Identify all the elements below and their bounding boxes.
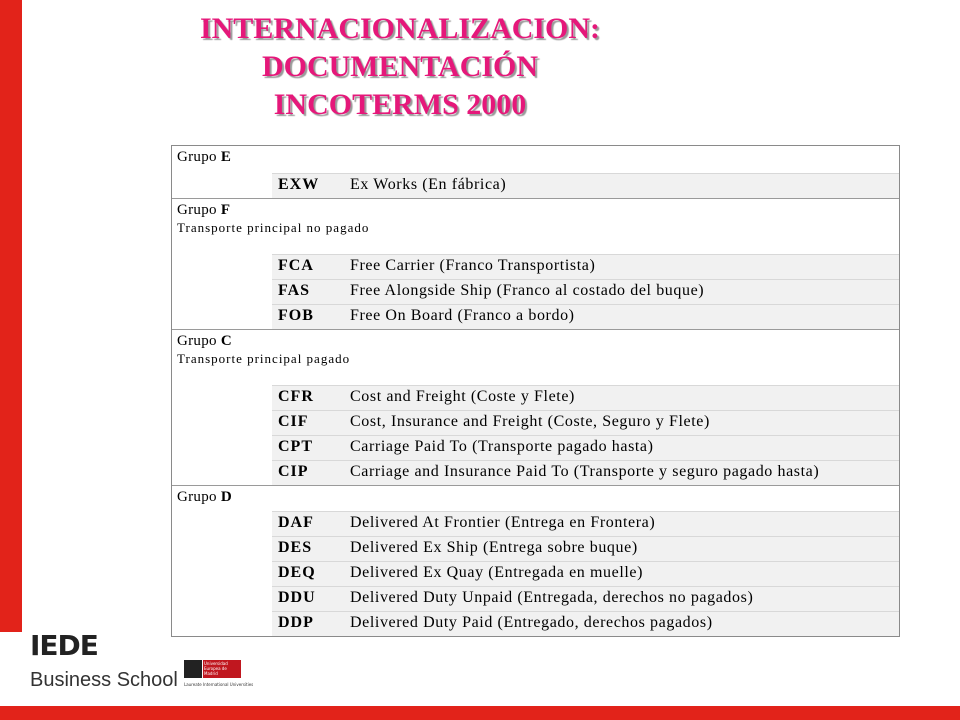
group-subtitle: Transporte principal pagado xyxy=(177,351,351,366)
term-code: DES xyxy=(278,539,313,556)
uem-caption: Laureate International Universities xyxy=(184,682,254,687)
slide-title xyxy=(120,10,680,124)
group-label: Grupo xyxy=(177,149,221,165)
group-e xyxy=(172,146,899,199)
group-title xyxy=(177,489,232,506)
term-description: Free On Board (Franco a bordo) xyxy=(350,307,575,324)
uem-logo xyxy=(184,660,254,690)
term-code: FCA xyxy=(278,257,314,274)
term-code: CIF xyxy=(278,413,309,430)
term-description: Free Carrier (Franco Transportista) xyxy=(350,257,596,274)
table-row xyxy=(272,561,899,586)
term-code: CFR xyxy=(278,388,314,405)
term-code: DAF xyxy=(278,514,314,531)
title-line-3: INCOTERMS 2000 xyxy=(273,88,527,121)
group-f xyxy=(172,199,899,330)
left-red-bar xyxy=(0,0,22,632)
term-description: Ex Works (En fábrica) xyxy=(350,176,507,193)
group-c xyxy=(172,330,899,486)
term-code: CIP xyxy=(278,463,309,480)
group-label: Grupo xyxy=(177,333,221,349)
term-description: Cost and Freight (Coste y Flete) xyxy=(350,388,575,405)
term-description: Carriage and Insurance Paid To (Transporte y seguro pagado hasta) xyxy=(350,463,820,480)
table-row xyxy=(272,254,899,279)
term-code: FAS xyxy=(278,282,311,299)
group-label: Grupo xyxy=(177,489,221,505)
title-line-1: INTERNACIONALIZACION: xyxy=(199,12,601,45)
term-description: Delivered Ex Quay (Entregada en muelle) xyxy=(350,564,644,581)
term-code: DEQ xyxy=(278,564,316,581)
group-letter: E xyxy=(220,149,232,165)
term-description: Free Alongside Ship (Franco al costado del buque) xyxy=(350,282,705,299)
group-title xyxy=(177,149,231,166)
term-description: Carriage Paid To (Transporte pagado hasta) xyxy=(350,438,654,455)
term-description: Delivered Duty Unpaid (Entregada, derechos no pagados) xyxy=(350,589,754,606)
group-letter: D xyxy=(220,489,233,505)
group-subtitle: Transporte principal no pagado xyxy=(177,220,370,235)
group-label: Grupo xyxy=(177,202,221,218)
term-description: Delivered Duty Paid (Entregado, derechos pagados) xyxy=(350,614,713,631)
table-row xyxy=(272,304,899,329)
group-d xyxy=(172,486,899,636)
table-row xyxy=(272,611,899,636)
term-description: Delivered Ex Ship (Entrega sobre buque) xyxy=(350,539,638,556)
term-description: Delivered At Frontier (Entrega en Frontera) xyxy=(350,514,656,531)
title-line-2: DOCUMENTACIÓN xyxy=(261,50,539,83)
group-title xyxy=(177,202,230,219)
table-row xyxy=(272,385,899,410)
table-row xyxy=(272,279,899,304)
term-code: DDP xyxy=(278,614,314,631)
group-letter: F xyxy=(220,202,231,218)
uem-mark-icon xyxy=(184,660,202,678)
group-letter: C xyxy=(220,333,233,349)
table-row xyxy=(272,410,899,435)
table-row xyxy=(272,586,899,611)
table-row xyxy=(272,173,899,198)
term-code: FOB xyxy=(278,307,314,324)
uem-name: Universidad Europea de Madrid xyxy=(203,660,241,678)
iede-wordmark: IEDE xyxy=(30,629,98,662)
term-code: DDU xyxy=(278,589,316,606)
bottom-red-bar xyxy=(0,706,960,720)
iede-logo xyxy=(30,630,178,692)
table-row xyxy=(272,536,899,561)
term-description: Cost, Insurance and Freight (Coste, Seguro y Flete) xyxy=(350,413,710,430)
table-row xyxy=(272,460,899,485)
term-code: CPT xyxy=(278,438,313,455)
table-row xyxy=(272,435,899,460)
business-school-text: Business School xyxy=(30,669,178,691)
table-row xyxy=(272,511,899,536)
term-code: EXW xyxy=(278,176,320,193)
group-title xyxy=(177,333,232,350)
incoterms-table xyxy=(171,145,900,637)
